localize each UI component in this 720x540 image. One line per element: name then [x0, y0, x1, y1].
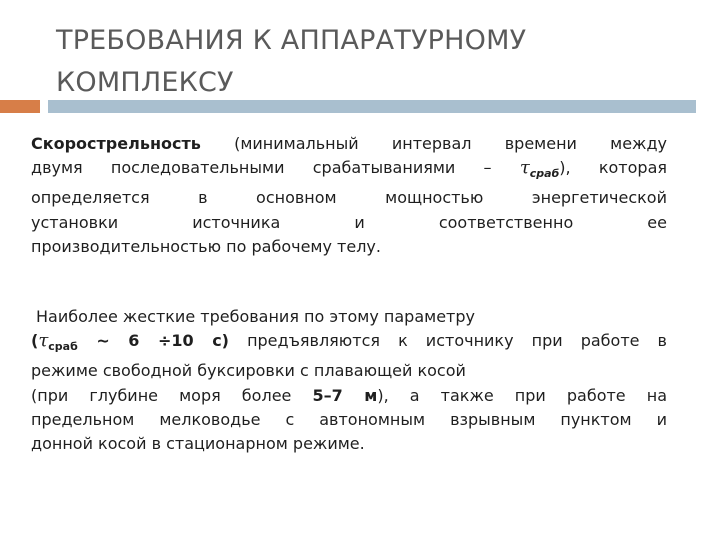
para2-line-2: [31, 329, 667, 359]
para1-line-2-text: двумя последовательными срабатываниями –: [31, 158, 520, 178]
tau-symbol: τ: [519, 157, 530, 179]
para2-open-paren: (: [31, 331, 39, 351]
paragraph-rate-of-fire: [31, 132, 667, 259]
term-rate-of-fire: Скорострельность: [31, 134, 201, 153]
para2-line-4: [31, 384, 667, 408]
depth-value: 5–7 м: [312, 385, 378, 405]
slide-title: [56, 20, 696, 104]
para1-line-2-tail: ), которая: [559, 158, 668, 178]
para1-line-2: [31, 156, 667, 186]
paragraph-requirements: [31, 305, 667, 456]
para1-line-1-text: (минимальный интервал времени между: [200, 134, 667, 153]
para2-line-3: режиме свободной буксировки с плавающей косой: [31, 361, 466, 381]
title-rule: [48, 100, 696, 113]
para2-line-6: донной косой в стационарном режиме.: [31, 434, 365, 454]
para1-line-5: производительностью по рабочему телу.: [31, 236, 381, 256]
title-line-2: КОМПЛЕКСУ: [56, 67, 234, 98]
para1-line-3: определяется в основном мощностью энергетической: [31, 188, 667, 208]
para2-line-2-text: предъявляются к источнику при работе в: [229, 331, 667, 351]
para2-line-4-tail: ), а также при работе на: [377, 385, 667, 405]
title-line-1: ТРЕБОВАНИЯ К АППАРАТУРНОМУ: [56, 25, 527, 56]
para1-line-1: [31, 132, 667, 156]
para1-line-4: установки источника и соответственно ее: [31, 212, 667, 232]
para2-line-1: Наиболее жесткие требования по этому параметру: [36, 307, 475, 326]
interval-value: ~ 6 ÷10 с): [77, 331, 229, 351]
tau-symbol: τ: [38, 330, 49, 352]
para2-line-5: предельном мелководье с автономным взрывным пунктом и: [31, 409, 667, 429]
tau-subscript: сраб: [48, 340, 78, 354]
tau-subscript: сраб: [529, 167, 560, 181]
para2-line-4-text: (при глубине моря более: [31, 385, 313, 405]
title-rule-accent: [0, 100, 40, 113]
